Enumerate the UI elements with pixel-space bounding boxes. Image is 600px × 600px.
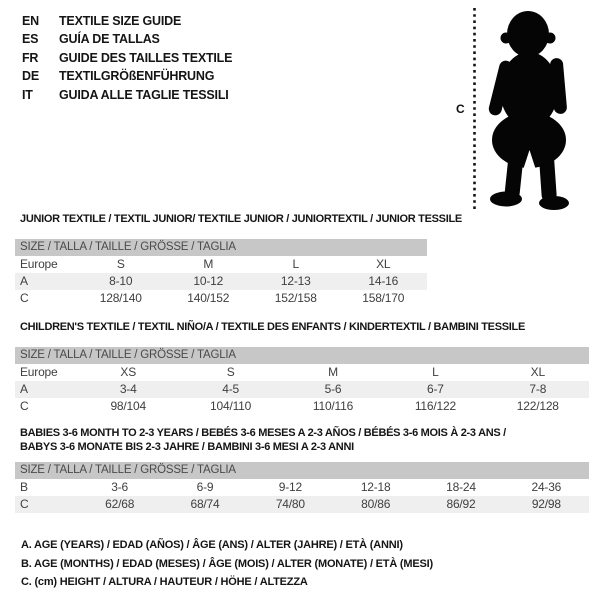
cell: 92/98 — [531, 497, 561, 511]
junior-textile-title: JUNIOR TEXTILE / TEXTIL JUNIOR/ TEXTILE JUNIOR / JUNIORTEXTIL / JUNIOR TESSILE — [20, 213, 462, 225]
cell: 7-8 — [529, 382, 547, 396]
cell: 68/74 — [190, 497, 220, 511]
childrens-textile-title: CHILDREN'S TEXTILE / TEXTIL NIÑO/A / TEXTILE DES ENFANTS / KINDERTEXTIL / BAMBINI TESSILE — [20, 321, 525, 333]
cell: 104/110 — [210, 399, 252, 413]
cell: 4-5 — [222, 382, 239, 396]
size-header-bar: SIZE / TALLA / TAILLE / GRÖSSE / TAGLIA — [15, 462, 589, 479]
babies-textile-section — [15, 426, 589, 513]
table-row — [15, 479, 589, 496]
cell: XL — [530, 365, 545, 379]
cell: 18-24 — [446, 480, 476, 494]
cell: 14-16 — [368, 274, 399, 288]
babies-textile-title — [20, 426, 589, 454]
table-row — [15, 381, 589, 398]
cell: 80/86 — [361, 497, 391, 511]
language-row-de — [22, 67, 232, 85]
cell: L — [432, 365, 439, 379]
language-row-en — [22, 12, 232, 30]
cell: 6-9 — [196, 480, 214, 494]
cell: 12-18 — [360, 480, 391, 494]
row-label: C — [20, 291, 29, 305]
cell: 3-4 — [119, 382, 137, 396]
cell: S — [226, 365, 235, 379]
cell: S — [116, 257, 125, 271]
table-row — [15, 364, 589, 381]
legend-line-a: A. AGE (YEARS) / EDAD (AÑOS) / ÂGE (ANS) / ALTER (JAHRE) / ETÀ (ANNI) — [21, 539, 403, 551]
cell: 152/158 — [274, 291, 317, 305]
cell: 6-7 — [427, 382, 444, 396]
cell: 140/152 — [187, 291, 230, 305]
size-header-bar: SIZE / TALLA / TAILLE / GRÖSSE / TAGLIA — [15, 347, 589, 364]
cell: 8-10 — [109, 274, 133, 288]
row-label: Europe — [20, 257, 58, 271]
junior-textile-section — [15, 212, 462, 307]
table-row — [15, 290, 427, 307]
cell: 62/68 — [105, 497, 135, 511]
language-title: GUÍA DE TALLAS — [59, 32, 160, 47]
language-title-list — [22, 12, 232, 104]
measure-legend — [21, 536, 433, 592]
table-row — [15, 496, 589, 513]
height-measure-figure — [455, 2, 600, 214]
cell: M — [328, 365, 338, 379]
cell: 24-36 — [531, 480, 562, 494]
language-code: FR — [22, 50, 39, 65]
babies-title-line2: BABYS 3-6 MONATE BIS 2-3 JAHRE / BAMBINI 3-6 MESI A 2-3 ANNI — [20, 441, 354, 453]
cell: 10-12 — [193, 274, 224, 288]
table-row — [15, 273, 427, 290]
cell: 74/80 — [275, 497, 305, 511]
height-label-c: C — [456, 102, 465, 116]
cell: 5-6 — [324, 382, 342, 396]
language-code: DE — [22, 69, 39, 84]
row-label: B — [20, 480, 28, 494]
row-label: A — [20, 382, 28, 396]
cell: 86/92 — [446, 497, 476, 511]
cell: 98/104 — [110, 399, 146, 413]
row-label: C — [20, 399, 29, 413]
language-row-it — [22, 86, 232, 104]
cell: 116/122 — [414, 399, 456, 413]
language-row-fr — [22, 49, 232, 67]
cell: 128/140 — [99, 291, 142, 305]
cell: M — [203, 257, 214, 271]
cell: 110/116 — [312, 399, 354, 413]
language-code: EN — [22, 14, 39, 28]
cell: 158/170 — [362, 291, 405, 305]
cell: L — [292, 257, 299, 271]
toddler-silhouette — [455, 2, 600, 214]
babies-title-line1: BABIES 3-6 MONTH TO 2-3 YEARS / BEBÉS 3-6 MESES A 2-3 AÑOS / BÉBÉS 3-6 MOIS À 2-3 ANS / — [20, 427, 506, 439]
row-label: A — [20, 274, 28, 288]
table-row — [15, 398, 589, 415]
cell: 3-6 — [111, 480, 129, 494]
language-title: GUIDA ALLE TAGLIE TESSILI — [59, 87, 229, 102]
row-label: Europe — [20, 365, 58, 379]
cell: 122/128 — [516, 399, 559, 413]
table-row — [15, 256, 427, 273]
row-label: C — [20, 497, 29, 511]
childrens-textile-section — [15, 320, 589, 415]
language-title: TEXTILGRÖßENFÜHRUNG — [59, 69, 215, 84]
legend-line-b: B. AGE (MONTHS) / EDAD (MESES) / ÂGE (MOIS) / ALTER (MONATE) / ETÀ (MESI) — [21, 557, 433, 570]
cell: XS — [120, 365, 136, 379]
cell: 9-12 — [278, 480, 302, 494]
language-row-es — [22, 30, 232, 48]
cell: XL — [376, 257, 391, 271]
cell: 12-13 — [280, 274, 311, 288]
size-header-bar: SIZE / TALLA / TAILLE / GRÖSSE / TAGLIA — [15, 239, 427, 256]
language-title: GUIDE DES TAILLES TEXTILE — [59, 50, 233, 65]
language-code: IT — [22, 87, 33, 102]
legend-line-c: C. (cm) HEIGHT / ALTURA / HAUTEUR / HÖHE / ALTEZZA — [21, 576, 308, 588]
language-title: TEXTILE SIZE GUIDE — [59, 14, 182, 28]
language-code: ES — [22, 32, 39, 47]
